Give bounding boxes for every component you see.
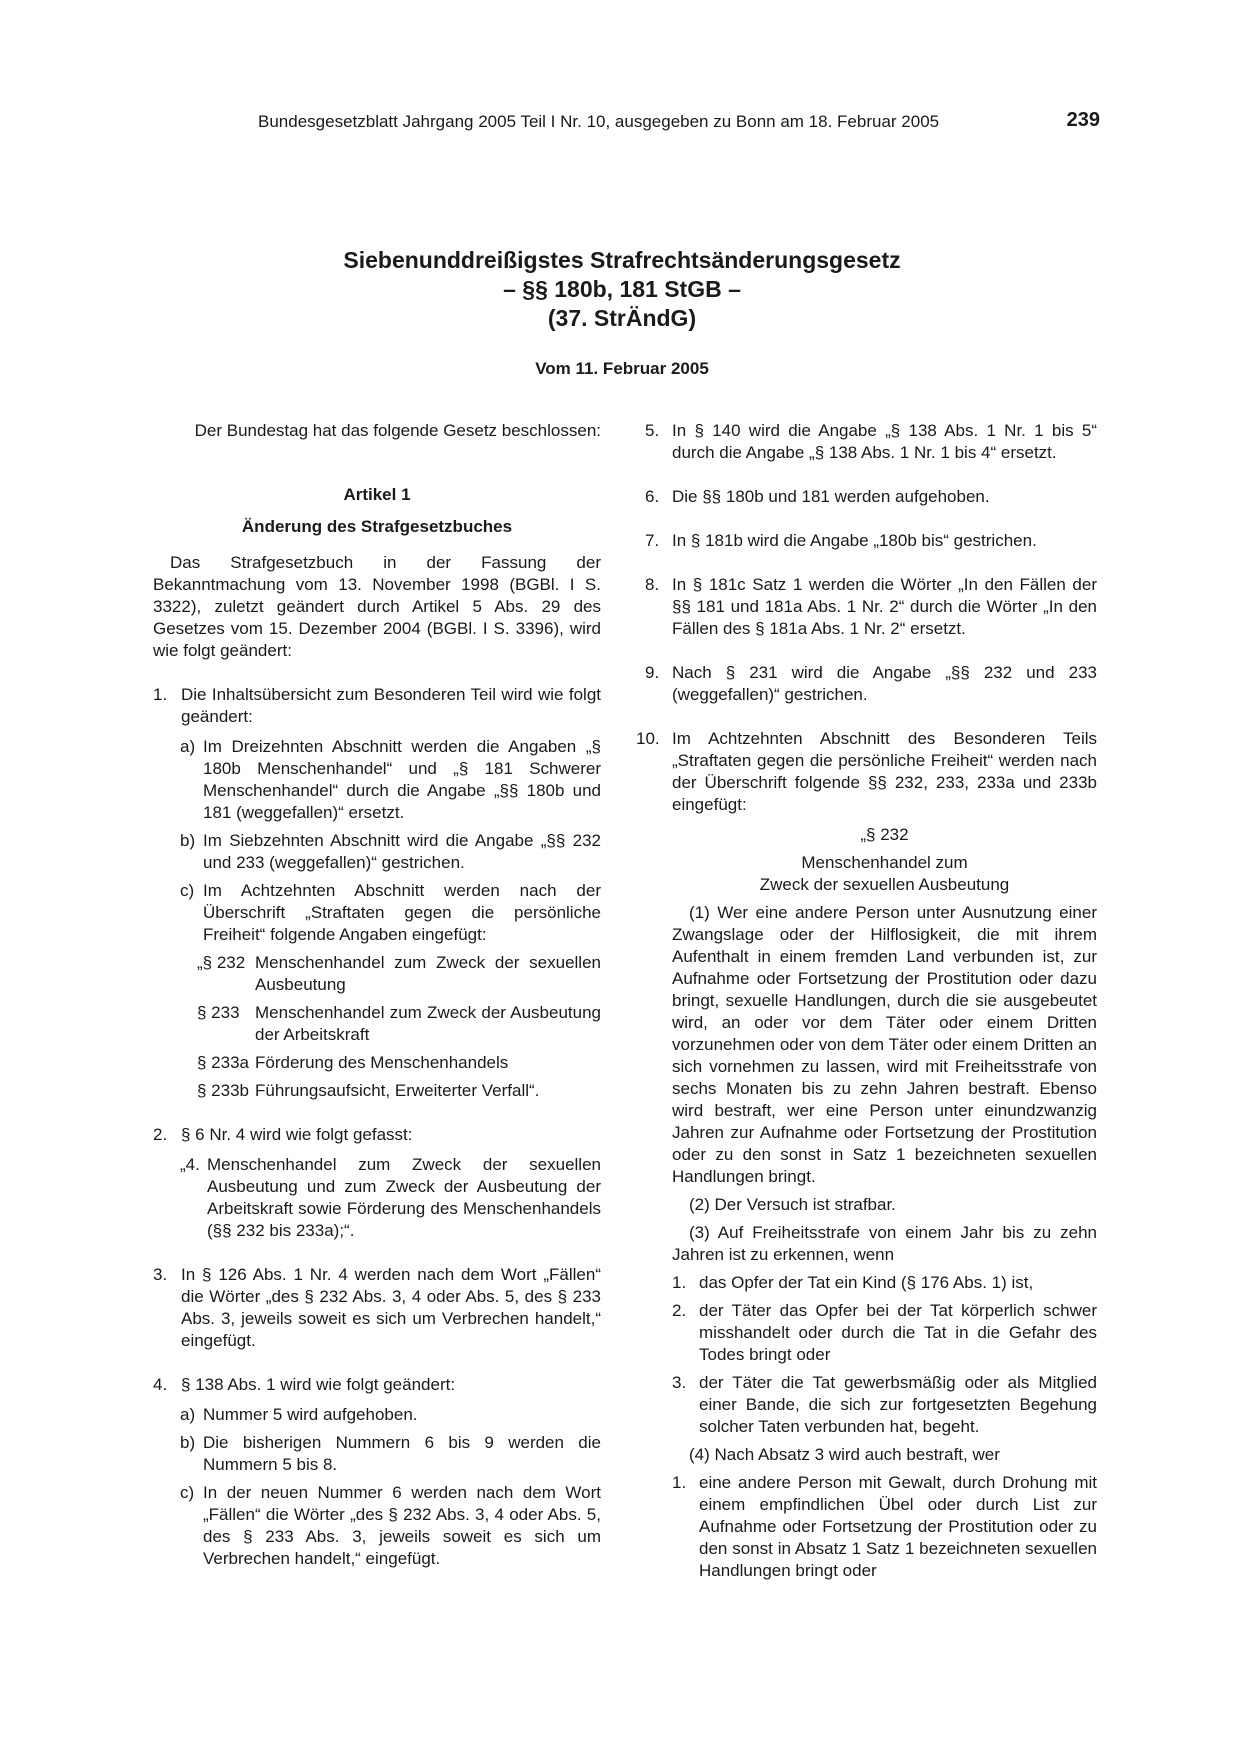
- paragraph-3-item: [645, 1300, 1097, 1366]
- header-text: Bundesgesetzblatt Jahrgang 2005 Teil I Nr. 10, ausgegeben zu Bonn am 18. Februar 2005: [258, 112, 940, 131]
- title-line-2: – §§ 180b, 181 StGB –: [503, 276, 741, 302]
- amendment-item-2: [153, 1124, 601, 1146]
- page-number: 239: [1066, 109, 1100, 131]
- item-text: In § 140 wird die Angabe „§ 138 Abs. 1 Nr. 1 bis 5“ durch die Angabe „§ 138 Abs. 1 Nr. 1 bis 4“ ersetzt.: [672, 421, 1097, 462]
- item-text: In § 181c Satz 1 werden die Wörter „In den Fällen der §§ 181 und 181a Abs. 1 Nr. 2“ durch die Wörter „In den Fällen des § 181a Abs. 1 Nr. 2“ ersetzt.: [672, 575, 1097, 638]
- item-number: 9.: [645, 663, 660, 682]
- item-number: 7.: [645, 531, 660, 550]
- item-text: Die Inhaltsübersicht zum Besonderen Teil wird wie folgt geändert:: [181, 685, 601, 726]
- toc-text: Führungsaufsicht, Erweiterter Verfall“.: [255, 1081, 540, 1100]
- sub-item-1a: [153, 736, 601, 824]
- toc-entry: [153, 1002, 601, 1046]
- list-number: 1.: [672, 1273, 687, 1292]
- toc-section: „§ 232: [197, 953, 246, 972]
- sub-item-label: b): [180, 831, 196, 850]
- toc-text: Menschenhandel zum Zweck der sexuellen Ausbeutung: [255, 953, 601, 994]
- toc-entry: [153, 1080, 601, 1102]
- item-number: 10.: [636, 729, 660, 748]
- section-label: „§ 232: [860, 825, 909, 844]
- item-text: Die §§ 180b und 181 werden aufgehoben.: [672, 487, 990, 506]
- sub-item-text: Im Achtzehnten Abschnitt werden nach der Überschrift „Straftaten gegen die persönliche Freiheit“ folgende Angaben eingefügt:: [203, 881, 601, 944]
- article-title: Änderung des Strafgesetzbuches: [241, 517, 513, 536]
- sub-item-label: b): [180, 1433, 196, 1452]
- toc-section: § 233b: [197, 1081, 249, 1100]
- list-text: das Opfer der Tat ein Kind (§ 176 Abs. 1) ist,: [699, 1273, 1034, 1292]
- item-number: 5.: [645, 421, 660, 440]
- left-column: [153, 420, 601, 1570]
- sub-item-label: a): [180, 737, 196, 756]
- sub-item-text: Im Dreizehnten Abschnitt werden die Angaben „§ 180b Menschenhandel“ und „§ 181 Schwerer Menschenhandel“ durch die Angabe „§§ 180b und 181 (weggefallen)“ ersetzt.: [203, 737, 601, 822]
- list-number: 1.: [672, 1473, 687, 1492]
- paragraph-3-item: [645, 1372, 1097, 1438]
- sub-item-text: Im Siebzehnten Abschnitt wird die Angabe „§§ 232 und 233 (weggefallen)“ gestrichen.: [203, 831, 601, 872]
- paragraph-4: (4) Nach Absatz 3 wird auch bestraft, wer: [689, 1445, 1000, 1464]
- list-number: 3.: [672, 1373, 687, 1392]
- paragraph-1: (1) Wer eine andere Person unter Ausnutzung einer Zwangslage oder der Hilflosigkeit, die mit ihrem Aufenthalt in einem fremden Land verbunden ist, zur Aufnahme oder Fortsetzung der Prostitution oder dazu bringt, sexuelle Handlungen, durch die sie ausgebeutet wird, an oder vor dem Täter oder einem Dritten vorzunehmen oder von dem Täter oder einem Dritten an sich vornehmen zu lassen, wird mit Freiheitsstrafe von sechs Monaten bis zu zehn Jahren bestraft. Ebenso wird bestraft, wer eine Person unter einundzwanzig Jahren zur Aufnahme oder Fortsetzung der Prostitution oder zu den sonst in Satz 1 bezeichneten sexuellen Handlungen bringt.: [672, 903, 1097, 1186]
- amendment-item-10: [636, 728, 1097, 816]
- sub-item-4a: [153, 1404, 601, 1426]
- right-column: [636, 420, 1097, 1582]
- item-text: In § 181b wird die Angabe „180b bis“ gestrichen.: [672, 531, 1037, 550]
- title-line-3: (37. StrÄndG): [547, 305, 697, 331]
- toc-entry: [153, 952, 601, 996]
- amendment-item-3: [153, 1264, 601, 1352]
- item-text: § 6 Nr. 4 wird wie folgt gefasst:: [181, 1125, 413, 1144]
- sub-item-text: In der neuen Nummer 6 werden nach dem Wort „Fällen“ die Wörter „des § 232 Abs. 3, 4 oder Abs. 5, des § 233 Abs. 3, jeweils soweit es sich um Verbrechen handelt,“ eingefügt.: [203, 1483, 601, 1568]
- paragraph-3: (3) Auf Freiheitsstrafe von einem Jahr bis zu zehn Jahren ist zu erkennen, wenn: [672, 1223, 1097, 1264]
- paragraph-3-item: [645, 1272, 1097, 1294]
- law-date: Vom 11. Februar 2005: [535, 359, 709, 378]
- running-header: [140, 110, 1100, 140]
- sub-item-4c: [153, 1482, 601, 1570]
- paragraph-4-item: [645, 1472, 1097, 1582]
- item-number: 8.: [645, 575, 660, 594]
- sub-item-label: c): [180, 1483, 195, 1502]
- amendment-item-1: [153, 684, 601, 728]
- paragraph-2: (2) Der Versuch ist strafbar.: [689, 1195, 896, 1214]
- item-text: Nach § 231 wird die Angabe „§§ 232 und 233 (weggefallen)“ gestrichen.: [672, 663, 1097, 704]
- section-heading-line-1: Menschenhandel zum: [801, 853, 968, 872]
- quote-text: Menschenhandel zum Zweck der sexuellen Ausbeutung und zum Zweck der Ausbeutung der Arbeitskraft sowie Förderung des Menschenhandels (§§ 232 bis 233a);“.: [207, 1155, 601, 1240]
- sub-item-label: c): [180, 881, 195, 900]
- section-heading-line-2: Zweck der sexuellen Ausbeutung: [759, 875, 1010, 894]
- amendment-item-7: [645, 530, 1097, 552]
- item-number: 1.: [153, 685, 168, 704]
- item-number: 2.: [153, 1125, 168, 1144]
- toc-text: Menschenhandel zum Zweck der Ausbeutung der Arbeitskraft: [255, 1003, 601, 1044]
- amendment-item-5: [645, 420, 1097, 464]
- amendment-item-4: [153, 1374, 601, 1396]
- sub-item-text: Die bisherigen Nummern 6 bis 9 werden die Nummern 5 bis 8.: [203, 1433, 601, 1474]
- list-text: der Täter das Opfer bei der Tat körperlich schwer misshandelt oder durch die Tat in die Gefahr des Todes bringt oder: [699, 1301, 1097, 1364]
- item-text: Im Achtzehnten Abschnitt des Besonderen Teils „Straftaten gegen die persönliche Freiheit“ werden nach der Überschrift folgende §§ 232, 233, 233a und 233b eingefügt:: [672, 729, 1097, 814]
- sub-item-1b: [153, 830, 601, 874]
- sub-item-4b: [153, 1432, 601, 1476]
- section-232: [645, 824, 1097, 896]
- amendment-item-6: [645, 486, 1097, 508]
- toc-text: Förderung des Menschenhandels: [255, 1053, 509, 1072]
- sub-item-label: a): [180, 1405, 196, 1424]
- quoted-provision: [153, 1154, 601, 1242]
- toc-section: § 233: [197, 1003, 240, 1022]
- list-text: der Täter die Tat gewerbsmäßig oder als Mitglied einer Bande, die sich zur fortgesetzten Begehung solcher Taten verbunden hat, begeht.: [699, 1373, 1097, 1436]
- article-heading: Artikel 1: [343, 485, 411, 504]
- item-number: 3.: [153, 1265, 168, 1284]
- item-number: 6.: [645, 487, 660, 506]
- item-text: § 138 Abs. 1 wird wie folgt geändert:: [181, 1375, 456, 1394]
- intro-sentence: Der Bundestag hat das folgende Gesetz beschlossen:: [194, 421, 601, 440]
- sub-item-1c: [153, 880, 601, 946]
- toc-section: § 233a: [197, 1053, 249, 1072]
- amendment-item-8: [645, 574, 1097, 640]
- list-text: eine andere Person mit Gewalt, durch Drohung mit einem empfindlichen Übel oder durch List zur Aufnahme oder Fortsetzung der Prostitution oder zu den sonst in Absatz 1 Satz 1 bezeichneten sexuellen Handlungen bringt oder: [699, 1473, 1097, 1580]
- preamble: Das Strafgesetzbuch in der Fassung der Bekanntmachung vom 13. November 1998 (BGBl. I S. 3322), zuletzt geändert durch Artikel 5 Abs. 29 des Gesetzes vom 15. Dezember 2004 (BGBl. I S. 3396), wird wie folgt geändert:: [153, 553, 601, 660]
- quote-number: „4.: [180, 1155, 200, 1174]
- law-title: [0, 246, 1244, 333]
- toc-entry: [153, 1052, 601, 1074]
- list-number: 2.: [672, 1301, 687, 1320]
- amendment-item-9: [645, 662, 1097, 706]
- item-text: In § 126 Abs. 1 Nr. 4 werden nach dem Wort „Fällen“ die Wörter „des § 232 Abs. 3, 4 oder Abs. 5, des § 233 Abs. 3, jeweils soweit es sich um Verbrechen handelt,“ eingefügt.: [181, 1265, 601, 1350]
- item-number: 4.: [153, 1375, 168, 1394]
- title-line-1: Siebenunddreißigstes Strafrechtsänderungsgesetz: [343, 247, 901, 273]
- sub-item-text: Nummer 5 wird aufgehoben.: [203, 1405, 418, 1424]
